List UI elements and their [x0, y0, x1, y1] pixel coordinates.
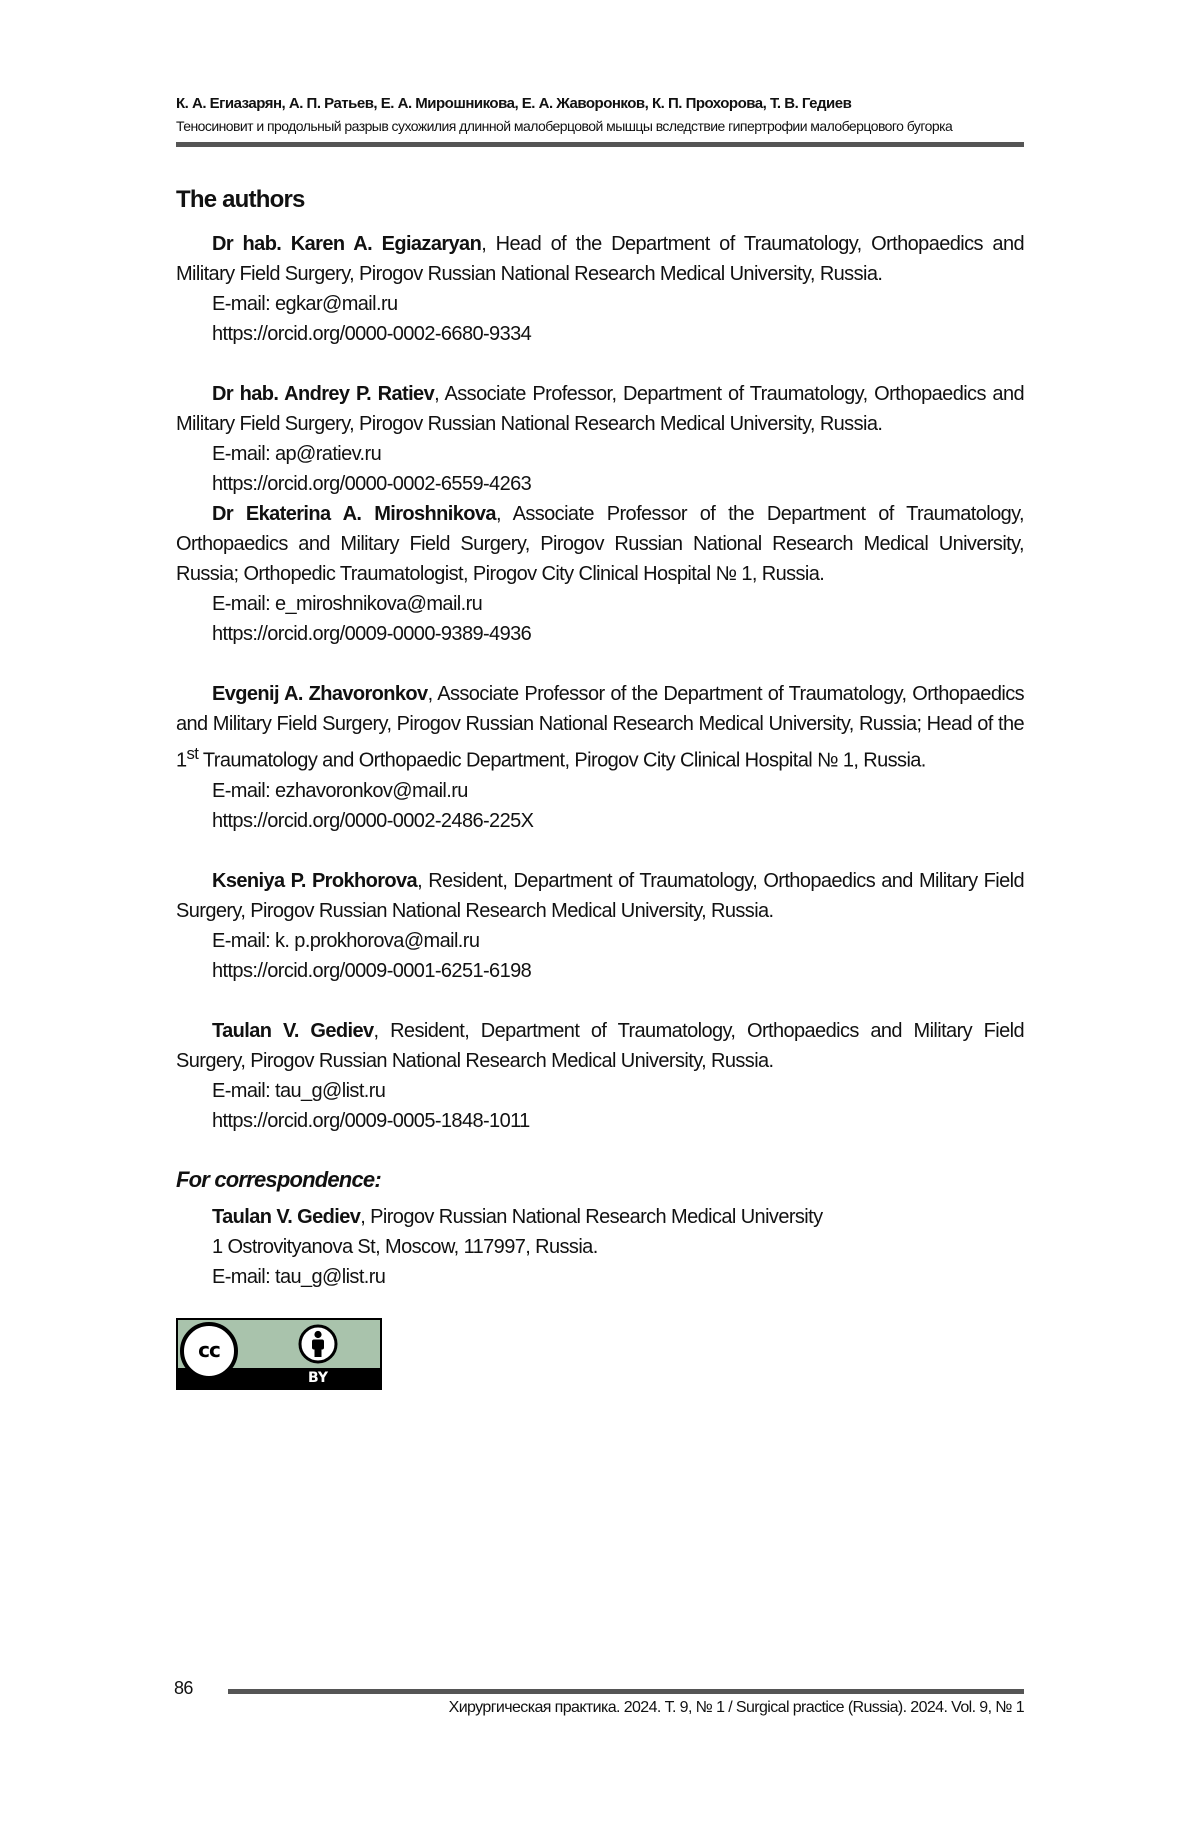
author-name: Dr hab. Andrey P. Ratiev [212, 383, 435, 405]
author-position: , Associate Professor, Department of Traumatology, Orthopaedics and Military Field Surgery, Pirogov Russian National Research Medical University, Russia. [176, 383, 1024, 435]
journal-citation: Хирургическая практика. 2024. Т. 9, № 1 / Surgical practice (Russia). 2024. Vol. 9, № 1 [448, 1699, 1024, 1716]
author-entry [176, 679, 1024, 836]
by-label: BY [307, 1370, 329, 1386]
author-entry [176, 866, 1024, 986]
author-position: , Associate Professor of the Department of Traumatology, Orthopaedics and Military Field Surgery, Pirogov Russian National Research Medical University, Russia; Head of the 1 [176, 683, 1024, 772]
author-name: Dr hab. Karen A. Egiazaryan [212, 233, 482, 255]
author-orcid[interactable]: https://orcid.org/0009-0000-9389-4936 [212, 623, 532, 645]
correspondence-affiliation: , Pirogov Russian National Research Medical University [360, 1205, 823, 1228]
author-email: E-mail: k. p.prokhorova@mail.ru [212, 929, 480, 952]
ordinal-suffix: st [186, 744, 199, 763]
correspondence-name: Taulan V. Gediev [212, 1205, 361, 1228]
cc-mark: cc [198, 1338, 220, 1362]
author-name: Dr Ekaterina A. Miroshnikova [212, 503, 496, 525]
running-header [176, 93, 1024, 147]
author-description [176, 679, 1024, 776]
author-name: Kseniya P. Prokhorova [212, 869, 418, 892]
correspondence-contact [176, 1202, 1024, 1232]
header-authors: К. А. Егиазарян, А. П. Ратьев, Е. А. Мирошникова, Е. А. Жаворонков, К. П. Прохорова, Т. В. Гедиев [176, 95, 852, 112]
cc-icon [180, 1322, 238, 1380]
author-orcid[interactable]: https://orcid.org/0009-0005-1848-1011 [212, 1109, 530, 1132]
cc-by-license-badge[interactable] [176, 1318, 382, 1390]
author-email: E-mail: e_miroshnikova@mail.ru [212, 593, 483, 615]
author-orcid[interactable]: https://orcid.org/0009-0001-6251-6198 [212, 959, 532, 982]
author-position: , Head of the Department of Traumatology, Orthopaedics and Military Field Surgery, Pirogov Russian National Research Medical University, Russia. [176, 233, 1025, 285]
author-orcid[interactable]: https://orcid.org/0000-0002-2486-225X [212, 809, 534, 832]
attribution-person-icon [298, 1324, 338, 1364]
author-entry [176, 499, 1024, 649]
author-email: E-mail: ap@ratiev.ru [212, 443, 382, 465]
author-entry [176, 229, 1024, 349]
author-orcid[interactable]: https://orcid.org/0000-0002-6559-4263 [212, 473, 532, 495]
author-name: Taulan V. Gediev [212, 1019, 374, 1042]
header-rule [176, 142, 1024, 147]
author-email: E-mail: ezhavoronkov@mail.ru [212, 779, 468, 802]
author-orcid[interactable]: https://orcid.org/0000-0002-6680-9334 [212, 323, 532, 345]
correspondence-address: 1 Ostrovityanova St, Moscow, 117997, Russia. [212, 1235, 598, 1258]
authors-section [176, 183, 1024, 1292]
footer-rule [228, 1689, 1024, 1694]
author-position: , Associate Professor of the Department of Traumatology, Orthopaedics and Military Field Surgery, Pirogov Russian National Research Medical University, Russia; Orthopedic Traumatologist, Pirogov City Clinical Hospital № 1, Russia. [176, 503, 1024, 585]
author-description [176, 229, 1024, 289]
correspondence-email: E-mail: tau_g@list.ru [212, 1265, 386, 1288]
author-description [176, 379, 1024, 439]
author-description [176, 866, 1024, 926]
author-position: , Resident, Department of Traumatology, Orthopaedics and Military Field Surgery, Pirogov Russian National Research Medical University, Russia. [176, 1019, 1024, 1072]
author-entry [176, 379, 1024, 499]
author-position-cont: Traumatology and Orthopaedic Department, Pirogov City Clinical Hospital № 1, Russia. [198, 749, 926, 772]
author-email: E-mail: tau_g@list.ru [212, 1079, 386, 1102]
section-title: The authors [176, 186, 305, 213]
author-email: E-mail: egkar@mail.ru [212, 293, 398, 315]
header-article-title: Теносиновит и продольный разрыв сухожилия длинной малоберцовой мышцы вследствие гипертрофии малоберцового бугорка [176, 118, 953, 134]
author-name: Evgenij A. Zhavoronkov [212, 683, 428, 705]
author-description [176, 1016, 1024, 1076]
correspondence-heading: For correspondence: [176, 1166, 381, 1192]
author-position: , Resident, Department of Traumatology, Orthopaedics and Military Field Surgery, Pirogov Russian National Research Medical University, Russia. [176, 869, 1025, 922]
page-number: 86 [174, 1678, 193, 1698]
author-description [176, 499, 1024, 589]
author-entry [176, 1016, 1024, 1136]
